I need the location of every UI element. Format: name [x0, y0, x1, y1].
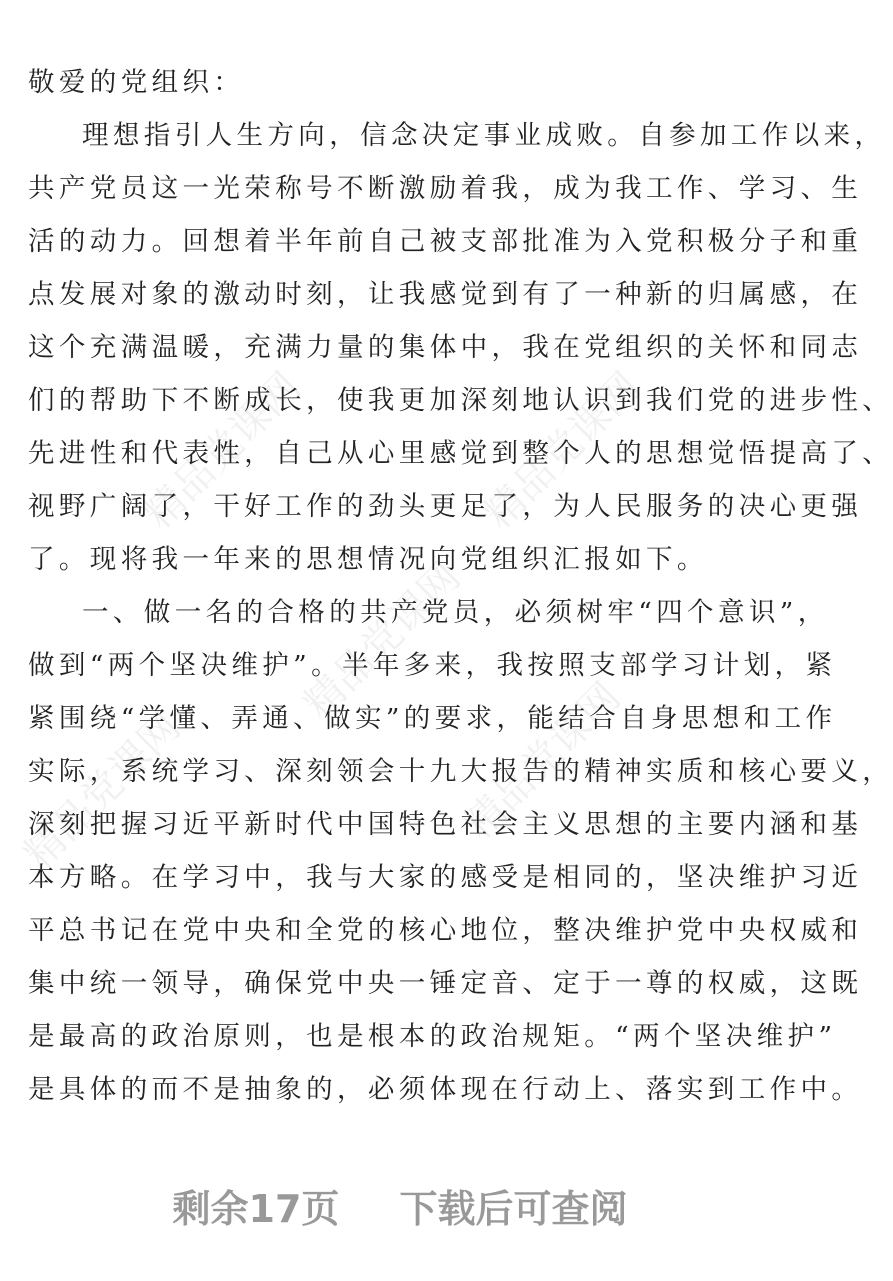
- paragraph-line: 深刻把握习近平新时代中国特色社会主义思想的主要内涵和基: [28, 809, 863, 840]
- paragraph-line: 了。现将我一年来的思想情况向党组织汇报如下。: [28, 544, 708, 575]
- document-body: [28, 56, 893, 1116]
- paragraph-line: 实际，系统学习、深刻领会十九大报告的精神实质和核心要义，: [28, 756, 893, 787]
- paragraph-line: 是具体的而不是抽象的，必须体现在行动上、落实到工作中。: [28, 1074, 863, 1105]
- paragraph-line: 紧围绕“学懂、弄通、做实”的要求，能结合自身思想和工作: [28, 703, 837, 734]
- paragraph-line: 本方略。在学习中，我与大家的感受是相同的，坚决维护习近: [28, 862, 863, 893]
- paragraph-line: 理想指引人生方向，信念决定事业成败。自参加工作以来，: [82, 120, 886, 151]
- watermark-text: 精品党课网: [135, 364, 310, 538]
- paragraph-line: 共产党员这一光荣称号不断激励着我，成为我工作、学习、生: [28, 173, 863, 204]
- paragraph-line: 是最高的政治原则，也是根本的政治规矩。“两个坚决维护”: [28, 1021, 837, 1052]
- paragraph-line: 视野广阔了，干好工作的劲头更足了，为人民服务的决心更强: [28, 491, 863, 522]
- paragraph-line: 做到“两个坚决维护”。半年多来，我按照支部学习计划，紧: [28, 650, 837, 681]
- paragraph-line: 这个充满温暖，充满力量的集体中，我在党组织的关怀和同志: [28, 332, 863, 363]
- paragraph-line: 一、做一名的合格的共产党员，必须树牢“四个意识”，: [82, 597, 829, 628]
- salutation: 敬爱的党组织：: [28, 67, 245, 98]
- download-prompt-link[interactable]: 下载后可查阅: [399, 1186, 628, 1231]
- preview-footer: [0, 1175, 800, 1235]
- watermark-text: 精品党课网: [295, 554, 470, 728]
- paragraph-line: 点发展对象的激动时刻，让我感觉到有了一种新的归属感，在: [28, 279, 863, 310]
- watermark-text: 精品党课网: [475, 364, 650, 538]
- paragraph-line: 平总书记在党中央和全党的核心地位，整决维护党中央权威和: [28, 915, 863, 946]
- remaining-pages-label: 剩余17页: [172, 1186, 340, 1231]
- paragraph-line: 活的动力。回想着半年前自己被支部批准为入党积极分子和重: [28, 226, 863, 257]
- watermark-text: 精品党课网: [15, 704, 190, 878]
- watermark-text: 精品党课网: [455, 674, 630, 848]
- paragraph-line: 先进性和代表性，自己从心里感觉到整个人的思想觉悟提高了、: [28, 438, 893, 469]
- paragraph-line: 们的帮助下不断成长，使我更加深刻地认识到我们党的进步性、: [28, 385, 893, 416]
- paragraph-line: 集中统一领导，确保党中央一锤定音、定于一尊的权威，这既: [28, 968, 863, 999]
